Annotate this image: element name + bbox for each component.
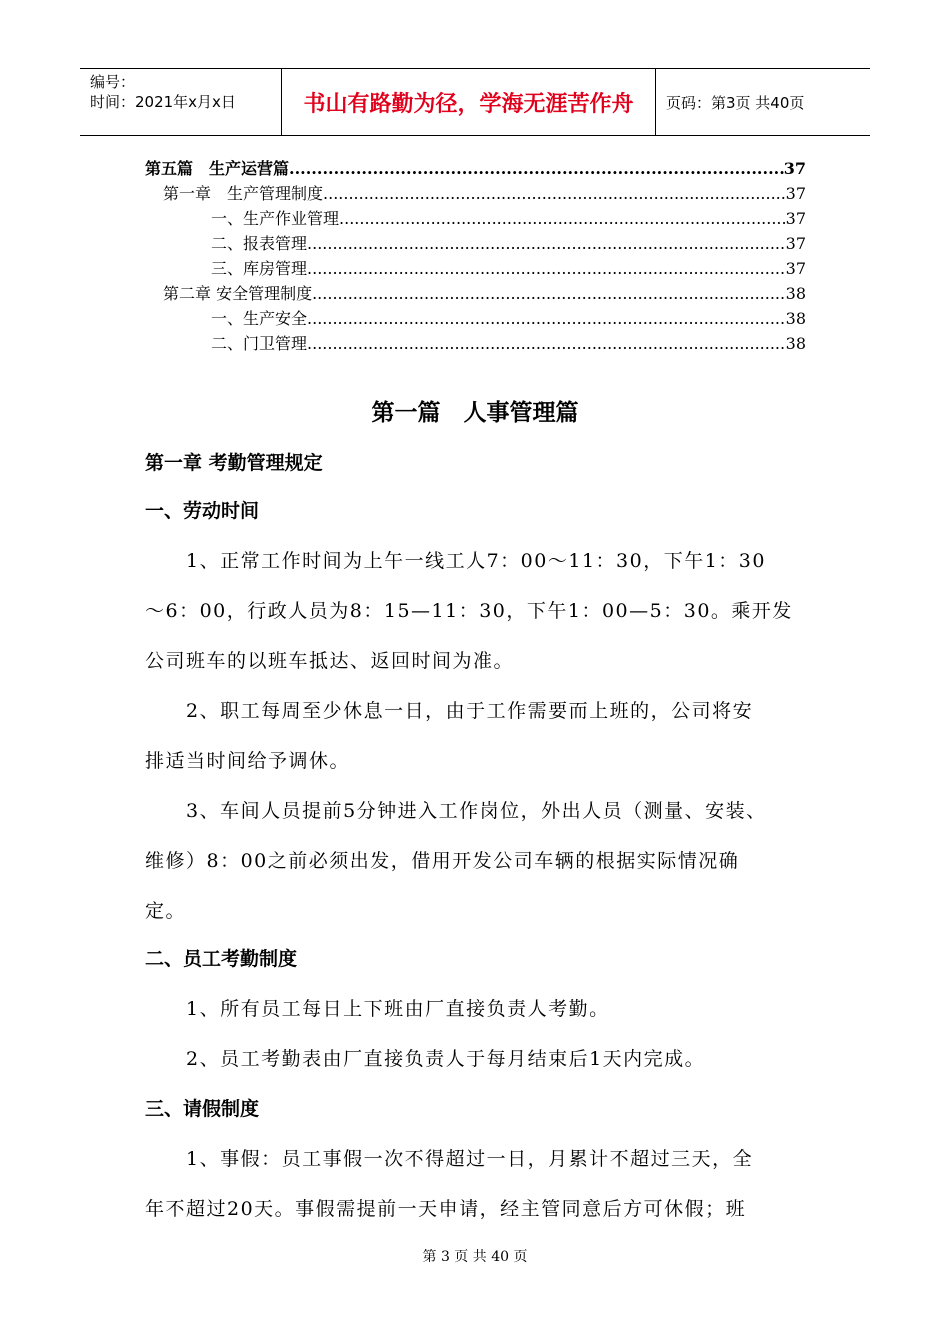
toc-entry[interactable] (145, 283, 806, 305)
paragraph-line: 2、职工每周至少休息一日，由于工作需要而上班的，公司将安 (145, 700, 754, 722)
section-heading: 一、劳动时间 (145, 500, 260, 522)
toc-entry[interactable] (145, 183, 806, 205)
toc-label: 二、门卫管理 (211, 334, 308, 353)
toc-label: 二、报表管理 (211, 234, 308, 253)
date-label: 时间：2021年x月x日 (90, 93, 236, 111)
paragraph-line: 3、车间人员提前5分钟进入工作岗位，外出人员（测量、安装、 (145, 800, 767, 822)
page-footer: 第 3 页 共 40 页 (422, 1249, 528, 1265)
paragraph-line: 1、所有员工每日上下班由厂直接负责人考勤。 (145, 998, 610, 1020)
header-table (80, 68, 870, 136)
paragraph-line: ～6：00，行政人员为8：15—11：30，下午1：00—5：30。乘开发 (145, 600, 793, 622)
toc-entry[interactable] (145, 333, 806, 355)
toc-label: 一、生产安全 (211, 309, 308, 328)
toc-page: 37 (785, 234, 806, 253)
code-label: 编号： (90, 73, 136, 91)
paragraph-line: 1、事假：员工事假一次不得超过一日，月累计不超过三天，全 (145, 1148, 754, 1170)
toc-entry[interactable] (145, 233, 806, 255)
toc-label: 三、库房管理 (211, 259, 308, 278)
chapter-title: 第一章 考勤管理规定 (145, 452, 323, 474)
paragraph-line: 公司班车的以班车抵达、返回时间为准。 (145, 650, 515, 672)
toc-page: 38 (785, 309, 806, 328)
header-left-cell (80, 69, 282, 135)
paragraph-line: 2、员工考勤表由厂直接负责人于每月结束后1天内完成。 (145, 1048, 706, 1070)
toc-entry[interactable] (145, 208, 806, 230)
toc-page: 37 (785, 259, 806, 278)
motto: 书山有路勤为径，学海无涯苦作舟 (282, 69, 656, 135)
section-heading: 二、员工考勤制度 (145, 948, 298, 970)
paragraph-line: 1、正常工作时间为上午一线工人7：00～11：30，下午1：30 (145, 550, 766, 572)
toc-page: 37 (785, 209, 806, 228)
toc-page: 38 (785, 334, 806, 353)
toc-entry[interactable] (145, 308, 806, 330)
toc-entry[interactable] (145, 258, 806, 280)
toc-page: 38 (785, 284, 806, 303)
paragraph-line: 定。 (145, 900, 187, 922)
paragraph-line: 年不超过20天。事假需提前一天申请，经主管同意后方可休假；班 (145, 1198, 747, 1220)
toc-page: 37 (783, 159, 806, 178)
toc-label: 第二章 安全管理制度 (163, 284, 313, 303)
paragraph-line: 维修）8：00之前必须出发，借用开发公司车辆的根据实际情况确 (145, 850, 740, 872)
toc-page: 37 (785, 184, 806, 203)
page-info: 页码：第3页 共40页 (666, 93, 805, 112)
toc-label: 一、生产作业管理 (211, 209, 340, 228)
part-title: 第一篇 人事管理篇 (371, 400, 579, 426)
paragraph-line: 排适当时间给予调休。 (145, 750, 351, 772)
toc-entry[interactable] (145, 158, 806, 180)
toc-label: 第五篇 生产运营篇 (145, 159, 290, 178)
section-heading: 三、请假制度 (145, 1098, 260, 1120)
toc-label: 第一章 生产管理制度 (163, 184, 324, 203)
